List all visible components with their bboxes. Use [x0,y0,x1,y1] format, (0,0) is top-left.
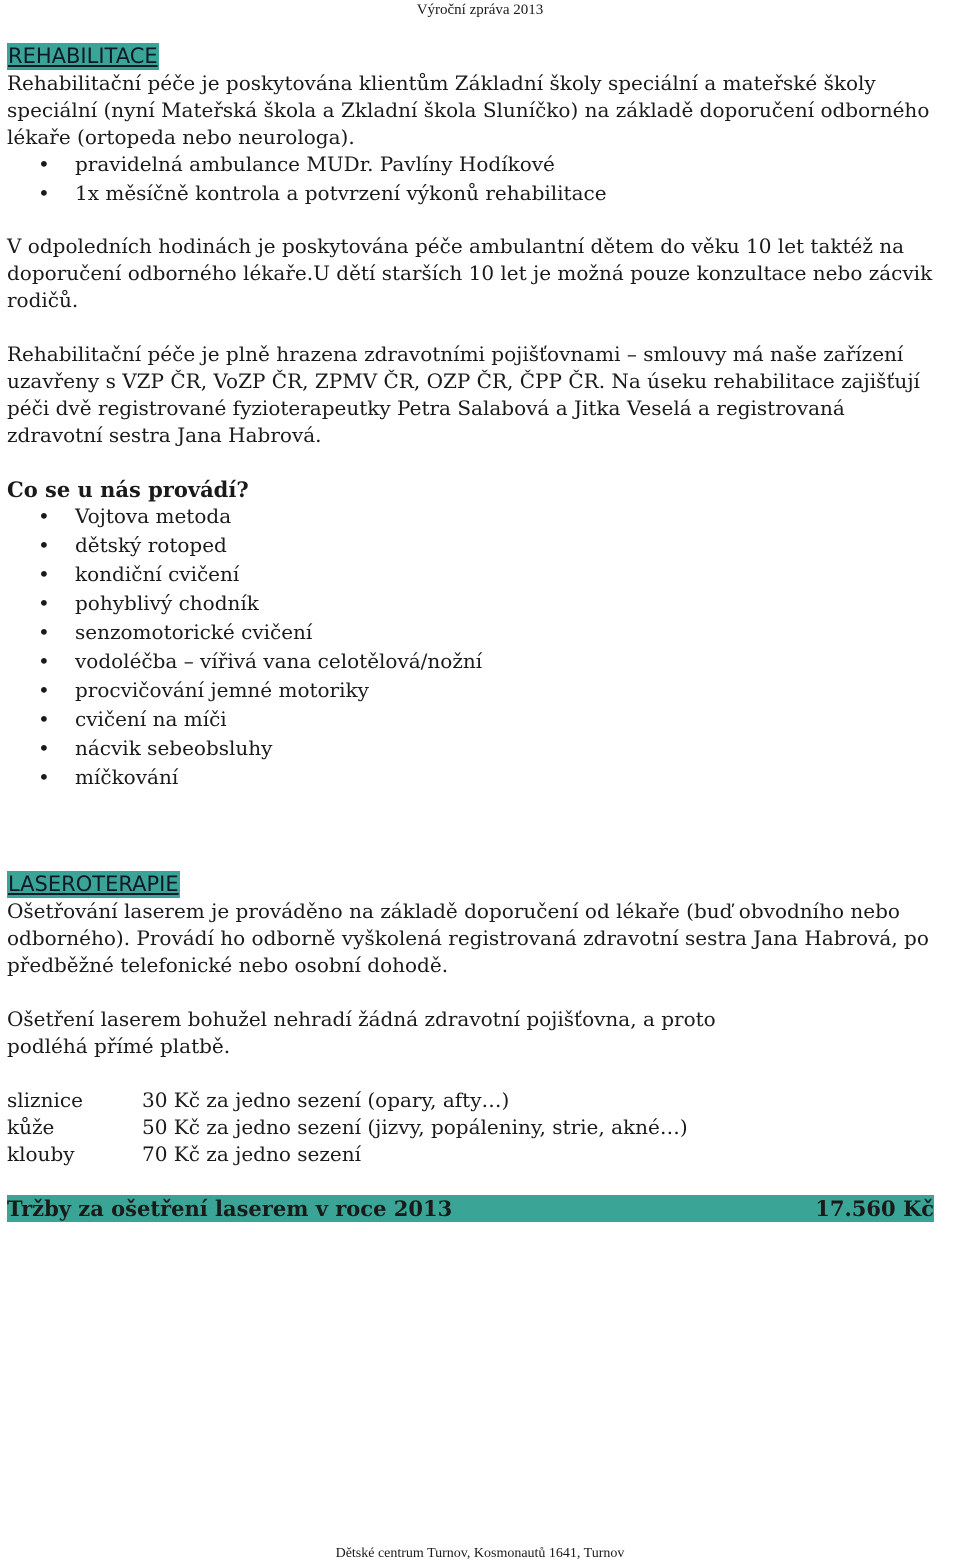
rehab-intro-line-1: Rehabilitační péče je poskytována klientům Základní školy speciální a mateřské školy [7,71,876,95]
price-text: 70 Kč za jedno sezení [142,1142,361,1166]
payment-line-1: Ošetření laserem bohužel nehradí žádná zdravotní pojišťovna, a proto [7,1007,716,1031]
price-label: kůže [7,1115,55,1139]
services-heading: Co se u nás provádí? [7,477,249,502]
rehab-section-title: REHABILITACE [8,44,158,68]
laser-intro-line-1: Ošetřování laserem je prováděno na základě doporučení od lékaře (buď obvodního nebo [7,899,900,923]
document-body [7,43,957,1222]
total-value: 17.560 Kč [815,1196,934,1221]
rehab-intro-line-2: speciální (nyní Mateřská škola a Zkladní škola Sluníčko) na základě doporučení odborného [7,98,930,122]
list-item: • pohyblivý chodník [7,590,957,619]
price-row [7,1141,957,1168]
list-item: • Vojtova metoda [7,503,957,532]
afternoon-line-1: V odpoledních hodinách je poskytována péče ambulantní dětem do věku 10 let taktéž na [7,234,905,258]
list-item: • pravidelná ambulance MUDr. Pavlíny Hodíkové [7,151,957,180]
list-item: • míčkování [7,764,957,793]
list-item: • nácvik sebeobsluhy [7,735,957,764]
price-row [7,1087,957,1114]
list-item: • 1x měsíčně kontrola a potvrzení výkonů rehabilitace [7,180,957,209]
laser-section-title: LASEROTERAPIE [8,872,179,896]
list-item: • vodoléčba – vířivá vana celotělová/nožní [7,648,957,677]
page-footer: Dětské centrum Turnov, Kosmonautů 1641, Turnov [335,1546,625,1561]
laser-revenue-total [7,1195,934,1222]
payment-line-2: podléhá přímé platbě. [7,1034,231,1058]
price-label: klouby [7,1142,75,1166]
rehab-intro-line-3: lékaře (ortopeda nebo neurologa). [7,125,355,149]
price-text: 30 Kč za jedno sezení (opary, afty…) [142,1088,510,1112]
total-label: Tržby za ošetření laserem v roce 2013 [7,1196,453,1221]
price-row [7,1114,957,1141]
laser-intro-line-2: odborného). Provádí ho odborně vyškolená registrovaná zdravotní sestra Jana Habrová, po [7,926,929,950]
list-item: • senzomotorické cvičení [7,619,957,648]
afternoon-line-2: doporučení odborného lékaře.U dětí starších 10 let je možná pouze konzultace nebo zácvik [7,261,933,285]
laser-intro-line-3: předběžné telefonické nebo osobní dohodě. [7,953,449,977]
list-item: • kondiční cvičení [7,561,957,590]
insurance-line-2: uzavřeny s VZP ČR, VoZP ČR, ZPMV ČR, OZP ČR, ČPP ČR. Na úseku rehabilitace zajišťují [7,369,920,393]
afternoon-line-3: rodičů. [7,288,79,312]
services-list [7,503,957,793]
price-text: 50 Kč za jedno sezení (jizvy, popáleniny, strie, akné…) [142,1115,688,1139]
insurance-line-4: zdravotní sestra Jana Habrová. [7,423,322,447]
list-item: • procvičování jemné motoriky [7,677,957,706]
rehab-bullets [7,151,957,209]
insurance-line-3: péči dvě registrované fyzioterapeutky Petra Salabová a Jitka Veselá a registrovaná [7,396,845,420]
insurance-line-1: Rehabilitační péče je plně hrazena zdravotními pojišťovnami – smlouvy má naše zařízení [7,342,904,366]
page-header: Výroční zpráva 2013 [416,2,544,18]
price-label: sliznice [7,1088,83,1112]
list-item: • cvičení na míči [7,706,957,735]
list-item: • dětský rotoped [7,532,957,561]
